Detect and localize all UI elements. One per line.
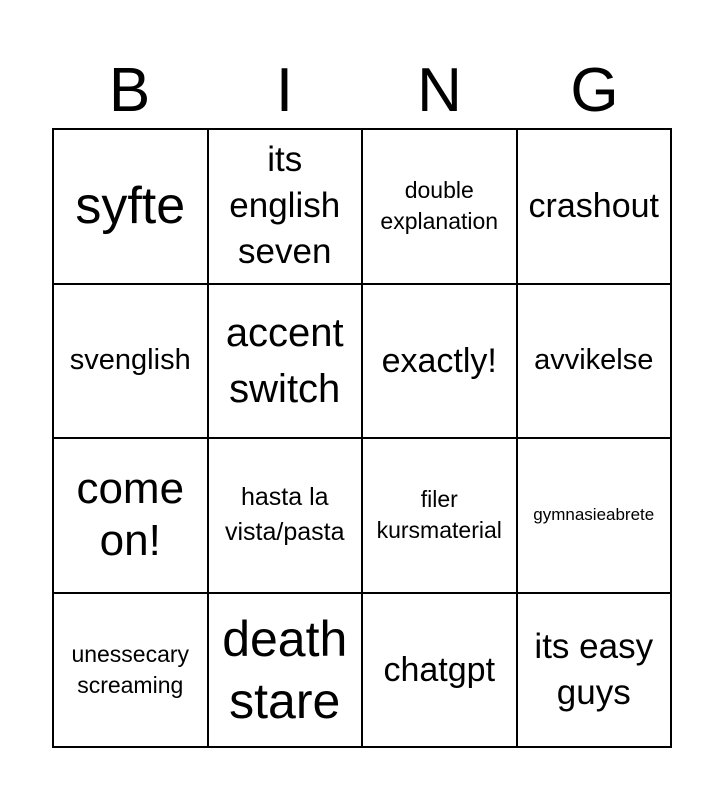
- bingo-cell-text: unessecary screaming: [71, 640, 190, 698]
- bingo-cell[interactable]: [209, 285, 364, 440]
- bingo-cell[interactable]: [363, 439, 518, 594]
- bingo-cell[interactable]: [54, 594, 209, 749]
- bingo-grid: [52, 128, 672, 748]
- bingo-cell-text: syfte: [75, 177, 186, 236]
- bingo-cell-text: hasta la vista/pasta: [224, 483, 345, 547]
- header-letter-n: N: [417, 56, 462, 125]
- bingo-cell[interactable]: [518, 130, 673, 285]
- header-letter-i: I: [275, 56, 294, 125]
- bingo-cell[interactable]: [363, 594, 518, 749]
- bingo-cell[interactable]: [209, 130, 364, 285]
- bingo-cell-text: gymnasieabrete: [533, 505, 655, 525]
- bingo-cell-text: come on!: [76, 464, 185, 566]
- bingo-cell-text: crashout: [528, 187, 659, 226]
- bingo-header: [52, 54, 672, 128]
- bingo-cell[interactable]: [518, 594, 673, 749]
- bingo-cell[interactable]: [363, 130, 518, 285]
- bingo-cell-text: its easy guys: [534, 626, 654, 712]
- bingo-cell-text: accent switch: [225, 310, 344, 411]
- bingo-cell-text: exactly!: [381, 341, 497, 380]
- bingo-cell-text: filer kursmaterial: [376, 486, 502, 544]
- bingo-cell[interactable]: [54, 130, 209, 285]
- bingo-cell[interactable]: [363, 285, 518, 440]
- bingo-cell-text: svenglish: [69, 344, 191, 377]
- bingo-cell[interactable]: [518, 285, 673, 440]
- header-letter-g: G: [570, 56, 619, 125]
- bingo-cell[interactable]: [54, 439, 209, 594]
- bingo-cell[interactable]: [209, 439, 364, 594]
- bingo-cell[interactable]: [209, 594, 364, 749]
- header-letter-b: B: [108, 56, 151, 125]
- bingo-cell[interactable]: [54, 285, 209, 440]
- bingo-cell-text: death stare: [222, 610, 348, 729]
- bingo-cell-text: chatgpt: [383, 650, 496, 689]
- bingo-cell-text: double explanation: [380, 177, 499, 235]
- bingo-cell-text: avvikelse: [534, 344, 654, 377]
- bingo-cell-text: its english seven: [229, 140, 341, 272]
- bingo-cell[interactable]: [518, 439, 673, 594]
